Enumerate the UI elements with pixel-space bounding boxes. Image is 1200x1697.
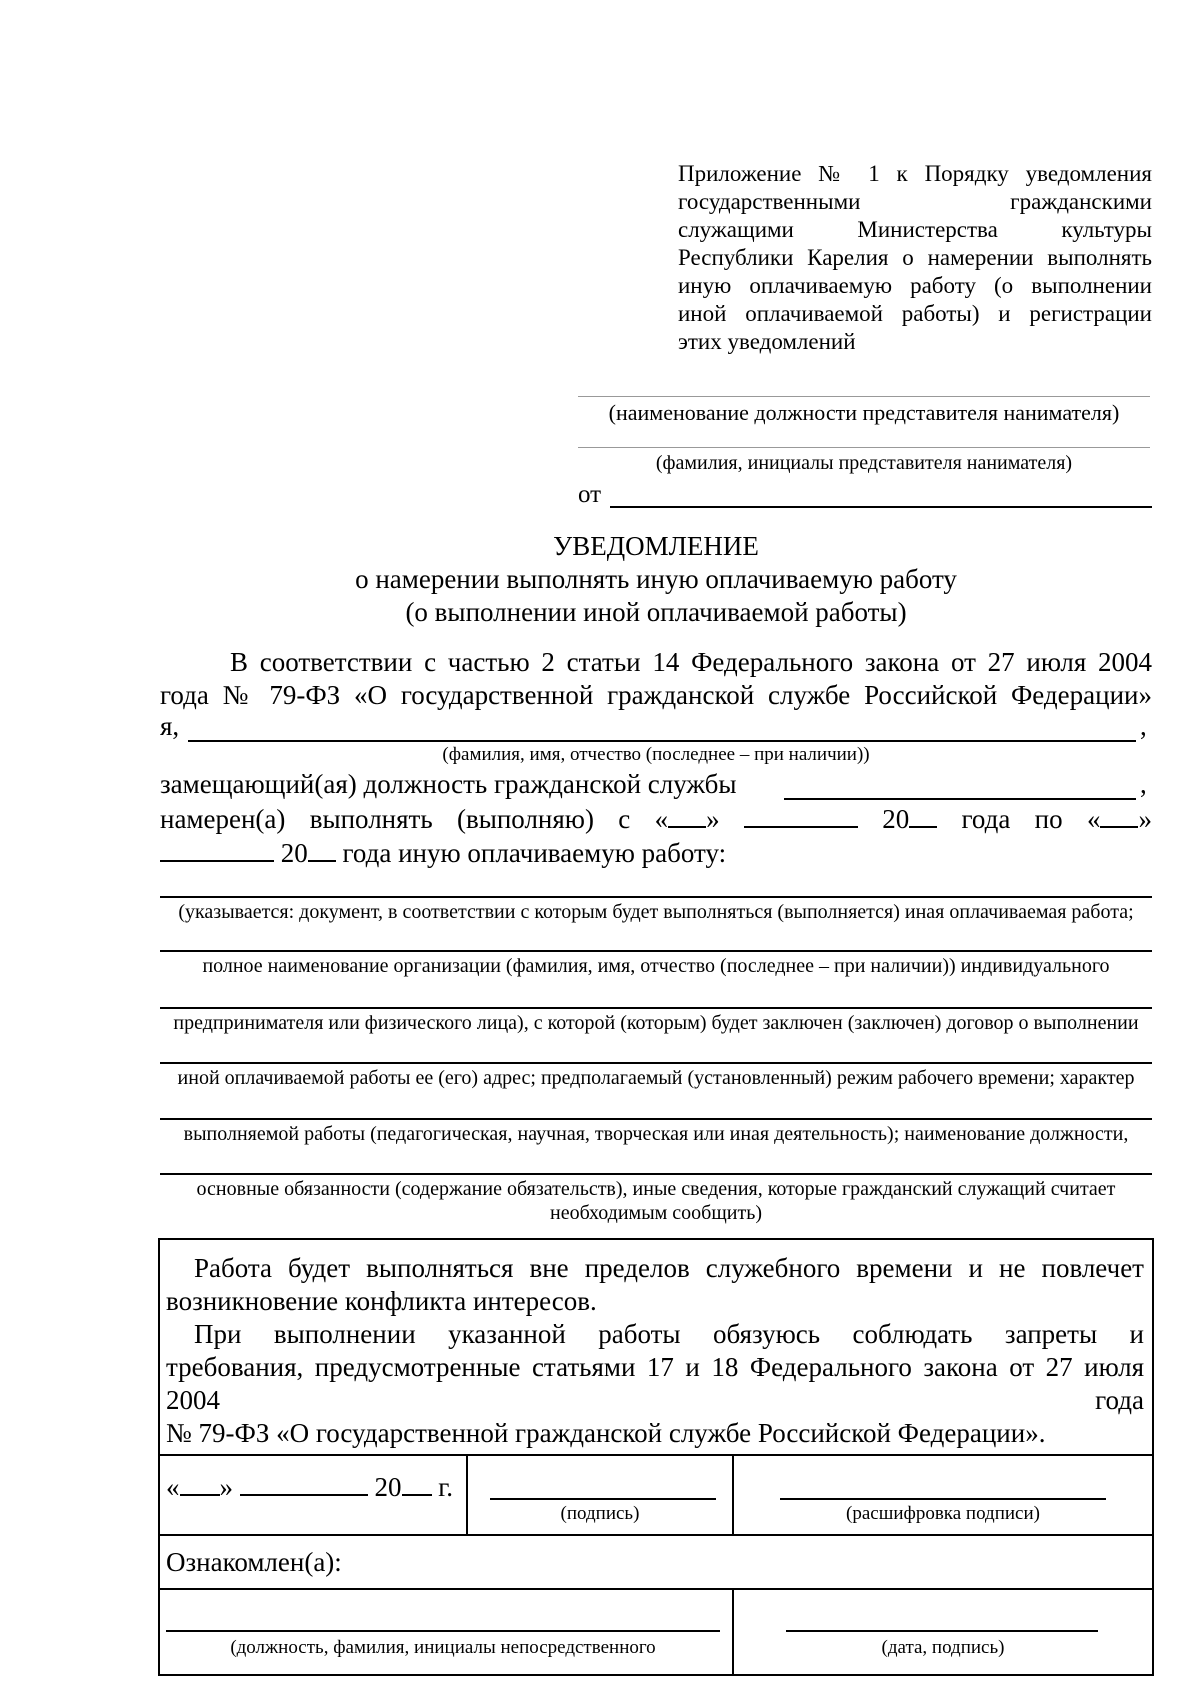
start-year: 20 (882, 802, 937, 836)
work-caption: полное наименование организации (фамилия, имя, отчество (последнее – при наличии)) индивидуального (202, 955, 1110, 977)
box-divider (158, 1588, 1154, 1590)
fio-caption: (фамилия, имя, отчество (последнее – при наличии)) (442, 744, 870, 765)
employer-position-line[interactable] (578, 396, 1150, 397)
intend-line (160, 802, 1152, 836)
date-sign-caption: (дата, подпись) (881, 1637, 1005, 1658)
position-label: замещающий(ая) должность гражданской службы (160, 769, 737, 799)
appendix-line: Республики Карелия о намерении выполнять (678, 245, 1152, 270)
fio-comma: , (1140, 711, 1147, 741)
commitment-line: возникновение конфликта интересов. (166, 1286, 597, 1316)
work-tail: года иную оплачиваемую работу: (342, 838, 727, 868)
work-caption: выполняемой работы (педагогическая, научная, творческая или иная деятельность); наименование должности, (183, 1123, 1129, 1145)
position-comma: , (1140, 769, 1147, 799)
box-divider (466, 1454, 468, 1534)
appendix-line: Приложение № 1 к Порядку уведомления (678, 161, 1152, 186)
year-word: года (961, 804, 1011, 834)
work-field[interactable] (160, 1062, 1152, 1064)
end-year-field[interactable] (308, 836, 336, 862)
appendix-line: этих уведомлений (678, 329, 856, 354)
start-year-field[interactable] (909, 802, 937, 828)
work-field[interactable] (160, 1118, 1152, 1120)
sign-month-field[interactable] (240, 1470, 368, 1496)
intend-word: (выполняю) (456, 804, 594, 834)
employer-name-line[interactable] (578, 447, 1150, 448)
start-day: « » (654, 804, 720, 834)
fio-field[interactable] (188, 740, 1136, 742)
commitment-line: требования, предусмотренные статьями 17 и 18 Федерального закона от 27 июля (166, 1352, 1144, 1382)
signature-decode-field[interactable] (780, 1498, 1106, 1500)
work-field[interactable] (160, 1173, 1152, 1175)
from-line[interactable] (610, 506, 1152, 508)
commitment-line: № 79-ФЗ «О государственной гражданской службе Российской Федерации». (166, 1418, 1046, 1448)
end-day: « » (1086, 804, 1152, 834)
document-subtitle: (о выполнении иной оплачиваемой работы) (405, 597, 907, 627)
box-divider (158, 1534, 1154, 1536)
start-month-field[interactable] (744, 802, 858, 828)
acquainted-label: Ознакомлен(а): (166, 1547, 342, 1577)
box-divider (732, 1588, 734, 1674)
end-month-field[interactable] (160, 836, 274, 862)
sign-date: « » 20 г. (166, 1472, 454, 1502)
signature-field[interactable] (490, 1498, 716, 1500)
commitment-text (166, 1252, 1144, 1450)
commitment-line: Работа будет выполняться вне пределов служебного времени и не повлечет (194, 1253, 1144, 1283)
box-divider (732, 1454, 734, 1534)
document-subtitle: о намерении выполнять иную оплачиваемую работу (355, 564, 957, 594)
employer-position-caption: (наименование должности представителя нанимателя) (608, 400, 1120, 425)
sign-day-field[interactable] (180, 1470, 220, 1496)
work-caption: необходимым сообщить) (550, 1202, 762, 1224)
document-title: УВЕДОМЛЕНИЕ (553, 531, 759, 561)
intend-word: намерен(а) (160, 804, 286, 834)
appendix-line: служащими Министерства культуры (678, 217, 1152, 242)
sign-year-field[interactable] (402, 1470, 432, 1496)
supervisor-field[interactable] (166, 1630, 720, 1632)
intend-word: выполнять (309, 804, 433, 834)
start-day-field[interactable] (668, 802, 706, 828)
appendix-reference (678, 160, 1152, 356)
end-day-field[interactable] (1100, 802, 1138, 828)
intro-line (160, 646, 1152, 712)
intend-line-2: 20 года иную оплачиваемую работу: (160, 836, 726, 870)
work-caption: предпринимателя или физического лица), с которой (которым) будет заключен (заключен) договор о выполнении (173, 1012, 1139, 1034)
supervisor-caption: (должность, фамилия, инициалы непосредственного (230, 1637, 656, 1658)
commitment-line: 2004 года (166, 1385, 1144, 1415)
work-caption: иной оплачиваемой работы ее (его) адрес; предполагаемый (установленный) режим рабочего времени; характер (177, 1067, 1135, 1089)
appendix-line: иной оплачиваемой работы) и регистрации (678, 301, 1152, 326)
position-field[interactable] (784, 798, 1136, 800)
signature-caption: (подпись) (560, 1503, 640, 1524)
work-field[interactable] (160, 1007, 1152, 1009)
box-divider (158, 1454, 1154, 1456)
signature-decode-caption: (расшифровка подписи) (846, 1503, 1040, 1524)
intro-text: В соответствии с частью 2 статьи 14 Федерального закона от 27 июля 2004 (230, 647, 1152, 677)
work-field[interactable] (160, 950, 1152, 952)
commitment-line: При выполнении указанной работы обязуюсь соблюдать запреты и (194, 1319, 1144, 1349)
ya-label: я, (160, 711, 180, 741)
appendix-line: иную оплачиваемую работу (о выполнении (678, 273, 1152, 298)
from-label: от (578, 481, 602, 508)
appendix-line: государственными гражданскими (678, 189, 1152, 214)
from-c: с (618, 804, 631, 834)
date-sign-field[interactable] (786, 1630, 1098, 1632)
intro-text: года № 79-ФЗ «О государственной гражданской службе Российской Федерации» (160, 680, 1152, 710)
employer-name-caption: (фамилия, инициалы представителя нанимателя) (655, 452, 1073, 474)
work-field[interactable] (160, 896, 1152, 898)
work-caption: основные обязанности (содержание обязательств), иные сведения, которые гражданский служащий считает (196, 1178, 1116, 1200)
work-caption: (указывается: документ, в соответствии с которым будет выполняться (выполняется) иная оплачиваемая работа; (178, 901, 1134, 923)
to-po: по (1034, 804, 1063, 834)
